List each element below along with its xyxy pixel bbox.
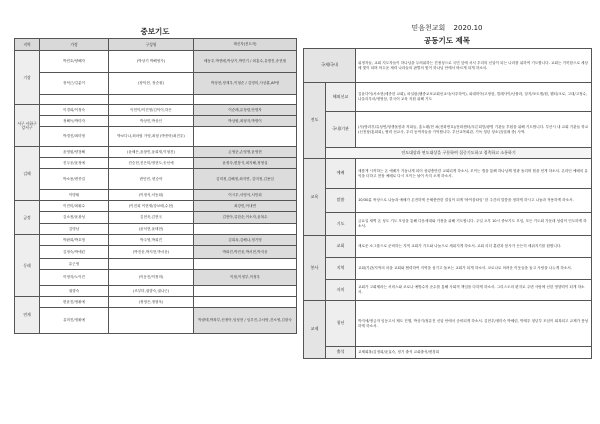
members-cell — [109, 259, 194, 270]
members-cell: (이동진/이정미) — [109, 270, 194, 286]
family-cell: 장덕근/김분이 — [40, 73, 109, 95]
prayer-subcategory: 지역 — [326, 258, 356, 280]
prayer-subcategory: 청년 — [326, 301, 356, 347]
prayer-table — [303, 48, 592, 359]
target-cell: 최강민,이내연 — [194, 201, 297, 212]
prayer-row — [304, 213, 592, 236]
prayer-row — [304, 112, 592, 148]
intercession-row — [15, 224, 297, 235]
intercession-row — [15, 235, 297, 246]
prayer-text: 박지애/정금자 임동고서 제도 진행, 박상기/정유진 신앙 안에서 준비되게 하소서. 김현우/정미숙 박혜린, 박재우 청년부 모임이 회복되고 교제가 풍성하게 하소서. — [356, 301, 592, 347]
prayer-category: 국제/국내 — [304, 49, 356, 83]
members-cell: (이진희 이현재/강보배,수현) — [109, 201, 194, 212]
prayer-category: 교육 — [304, 159, 326, 236]
family-cell: 유근영 — [40, 259, 109, 270]
prayer-category: 전도 — [304, 83, 326, 159]
family-cell — [40, 95, 109, 105]
members-cell: (조부미,권향숙,권나근) — [109, 286, 194, 297]
target-cell — [194, 224, 297, 235]
intercession-panel — [14, 10, 296, 334]
family-cell: 김명남 — [40, 224, 109, 235]
header-family: 가정 — [40, 39, 109, 51]
family-cell: 김정숙/박애린 — [40, 246, 109, 259]
prayer-row — [304, 280, 592, 301]
prayer-subcategory: 자치 — [326, 280, 356, 301]
target-cell — [194, 286, 297, 297]
family-cell: 변윤진/정휘예 — [40, 297, 109, 308]
prayer-text: 위정자들, 교회 지도자들이 하나님을 두려워하는 진정성으로 국민 앞에 서서 우리의 신앙이 되는 나라를 위하여 기도합니다. 교회는 거룩함으로 세상에 빛이 되며 어두운 세력 나라들의 판별의 힘이 하나님 안에서 바르게 되게 하소서. — [356, 49, 592, 83]
family-cell: 정해득/박미자 — [40, 116, 109, 127]
region-cell: 김해 — [15, 147, 40, 201]
region-cell: 기장 — [15, 51, 40, 105]
family-cell: 이영자/노이진 — [40, 270, 109, 286]
prayer-row — [304, 49, 592, 83]
family-cell: 박완희/박호영 — [40, 235, 109, 246]
prayer-row — [304, 236, 592, 258]
prayer-subcategory: 국내/기관 — [326, 112, 356, 148]
intercession-row — [15, 95, 297, 105]
header-region: 지역 — [15, 39, 40, 51]
target-cell: 이순례,유정렬,안명자 — [194, 105, 297, 116]
intercession-table — [14, 38, 297, 334]
prayer-text: 새롭게 시작하는 온 예배가 거듭나게 되어 성령충만한 교회되게 하소서. 모이는 앱을 통해 하나님께 영광 돌리며 힘을 얻게 하소서. 온라인 예배의 유익을 더하고 현장 예배로 다시 모이는 날이 속히 오게 하소서. — [356, 159, 592, 189]
members-cell: 변인빈, 변승아 — [109, 169, 194, 190]
prayer-text: 금요일 새벽 온 성도 기도 모임을 통해 다음세대와 가정을 위해 기도합니다. 주일 오후 10시 중보기도 모임, 모든 기도회 가운데 성령이 인도하게 하소서. — [356, 213, 592, 236]
intercession-row — [15, 212, 297, 224]
family-cell: 권향숙 — [40, 286, 109, 297]
prayer-row — [304, 148, 592, 159]
target-cell — [194, 95, 297, 105]
bulletin-date: 2020.10 — [453, 24, 483, 32]
intercession-row — [15, 147, 297, 158]
prayer-row — [304, 301, 592, 347]
family-cell: 이명휘 — [40, 190, 109, 201]
intercession-row — [15, 127, 297, 147]
family-cell: 이진미/최휘수 — [40, 201, 109, 212]
intercession-row — [15, 259, 297, 270]
prayer-text: 교제회복/김정희/윤효숙, 정기 출석 교회출석/변경희 — [356, 347, 592, 359]
family-cell: 유미진/정휘예 — [40, 308, 109, 334]
members-cell: 박주영,박희진 — [109, 235, 194, 246]
target-cell — [194, 297, 297, 308]
members-cell: 진승현,진은미/정현도,송선예 — [109, 158, 194, 169]
prayer-category: 교제 — [304, 301, 326, 359]
region-cell: 금정 — [15, 201, 40, 235]
members-cell: (정영은,정형욱) — [109, 297, 194, 308]
prayer-subcategory: 말씀 — [326, 189, 356, 213]
members-cell: 이민이/이진영/김덕이,하은 — [109, 105, 194, 116]
header-members: 구성원 — [109, 39, 194, 51]
family-cell: 박소용/변종걸 — [40, 169, 109, 190]
prayer-subcategory: 해외선교 — [326, 83, 356, 112]
target-cell: 박상원,최형자,박명이 — [194, 116, 297, 127]
prayer-row — [304, 258, 592, 280]
intercession-row — [15, 51, 297, 73]
prayer-text: 10/30분 묵상으로 나눔과 예배가 온전하게 은혜충만한 결실이 되게 '바이블타임' 한 주간의 말씀을 정하게 하시고 나눔과 적용하게 하소서. — [356, 189, 592, 213]
church-line — [303, 23, 591, 33]
members-cell — [109, 308, 194, 334]
intercession-row — [15, 246, 297, 259]
target-cell: 배동우,박현배,박상기,박민기 / 최홍수,유명진,송현철 — [194, 51, 297, 73]
intercession-row — [15, 105, 297, 116]
target-cell: 윤정숙,변봉식,최지해,정영실 — [194, 158, 297, 169]
family-cell: 박민호/양해자 — [40, 51, 109, 73]
prayer-header — [303, 10, 591, 48]
intercession-header-row — [15, 39, 297, 51]
prayer-row — [304, 347, 592, 359]
members-cell: (윤석현,윤태현) — [109, 224, 194, 235]
members-cell: (박상기 박해영가) — [109, 51, 194, 73]
family-cell: 박경진/최미영 — [40, 127, 109, 147]
intercession-row — [15, 297, 297, 308]
prayer-panel — [303, 10, 591, 359]
target-cell: 이시우,서영석,서민희 — [194, 190, 297, 201]
intercession-row — [15, 190, 297, 201]
target-cell — [194, 127, 297, 147]
members-cell: (박진웅,박지현,박서웅) — [109, 246, 194, 259]
prayer-highlight: 전도대상과 연도대상을 구분하여 집중기도하고 접촉하고 소통하기 — [326, 148, 592, 159]
intercession-row — [15, 308, 297, 334]
intercession-title: 중보기도 — [140, 27, 170, 36]
region-cell: 연제 — [15, 297, 40, 334]
prayer-text: 김윤다이/서소현(세종한 교회), 파일럿(웬중교포교회선교사/서우하이), 피데미아/고정삼, 빌레사이/난폴라, 알자/포트엘/원, 웬티/크로, 고대/고정수, 나올리우마/정영삼, 한국어 교육 지원 위해 기도 — [356, 83, 592, 112]
prayer-subcategory: 예배 — [326, 159, 356, 189]
family-cell: 윤영원/양점해 — [40, 147, 109, 158]
members-cell — [109, 95, 194, 105]
intercession-row — [15, 116, 297, 127]
members-cell: (장덕현, 장순원) — [109, 73, 194, 95]
target-cell: 박광태,박복부,신정아,임성현 / 임우진,주샤랑,건소영,김광숙 — [194, 308, 297, 334]
prayer-row — [304, 189, 592, 213]
prayer-row — [304, 159, 592, 189]
prayer-subcategory: 교회 — [326, 236, 356, 258]
intercession-row — [15, 270, 297, 286]
members-cell: 김현욱,김현국 — [109, 212, 194, 224]
family-cell: 김소정/윤광성 — [40, 212, 109, 224]
target-cell: 이철,이정부,이정우 — [194, 270, 297, 286]
header-target: 태신자(전도자) — [194, 39, 297, 51]
prayer-text: 새로운 소그룹으로 준비하는 지역 교회가 기도와 나눔으로 세워지게 하소서. 교회 리더 훈련과 봉사가 든든히 세워지기를 원합니다. — [356, 236, 592, 258]
prayer-subcategory: 출석 — [326, 347, 356, 359]
members-cell: (이정석,서동희) — [109, 190, 194, 201]
church-name: 믿음천교회 — [411, 24, 446, 32]
family-cell: 이경희/이정숙 — [40, 105, 109, 116]
intercession-row — [15, 286, 297, 297]
target-cell — [194, 259, 297, 270]
target-cell: 손영준,손영생,윤영현 — [194, 147, 297, 158]
prayer-title: 공동기도 제목 — [423, 36, 471, 45]
prayer-row — [304, 83, 592, 112]
target-cell: 김미정,김해정,최지연, 김미정,김용임 — [194, 169, 297, 190]
target-cell: 김현아,류한순,이소자,윤복수 — [194, 212, 297, 224]
target-cell: 박상찬,정재우,이형순 / 김영미,사상훈,AP정 — [194, 73, 297, 95]
members-cell: 박보다나,최마엽 가영,최형 (박종아/최진우) — [109, 127, 194, 147]
prayer-text: 교회/기관/지역의 마을 교회와 협력하여 지역을 섬기고 돌보는 교회가 되게 하소서. 코로나로 어려운 이웃들을 돕고 사랑을 나누게 하소서. — [356, 258, 592, 280]
target-cell: 박희진,박진웅,박서현,박지웅 — [194, 246, 297, 259]
intercession-row — [15, 158, 297, 169]
region-cell: 서구 사하구 강서구 — [15, 105, 40, 147]
family-cell: 진두웅/윤정예 — [40, 158, 109, 169]
region-cell: 동래 — [15, 235, 40, 297]
intercession-row — [15, 169, 297, 190]
prayer-text: (사)방과후/유성연/청생돌봄과 저희들, 홍노레/현 쳐(전화번호)/문화센터/푸른희망/광명 기관들 후원을 위해 기도합니다. 부산시 내 교회 기관들 학교 (신전장/홍희희), 협력 선교사, 우리 동역자들을 기억합니다. 부산교목회관, 기독 청년 청소년(열매 중) 사역. — [356, 112, 592, 148]
prayer-subcategory: 기도 — [326, 213, 356, 236]
intercession-row — [15, 73, 297, 95]
prayer-category: 봉사 — [304, 236, 326, 301]
prayer-text: 교회가 고회제라는 서비스와 코로나 예방수칙 준수를 통해 사회적 책임을 다하게 하소서. 그리스도의 편지로 주변 사람에 선한 영향력이 되게 하소서. — [356, 280, 592, 301]
members-cell: 박상민,박상인 — [109, 116, 194, 127]
members-cell: (윤혜은,윤창민,윤희재,이형건) — [109, 147, 194, 158]
intercession-row — [15, 201, 297, 212]
target-cell: 김희옥,김해나,정기영 — [194, 235, 297, 246]
